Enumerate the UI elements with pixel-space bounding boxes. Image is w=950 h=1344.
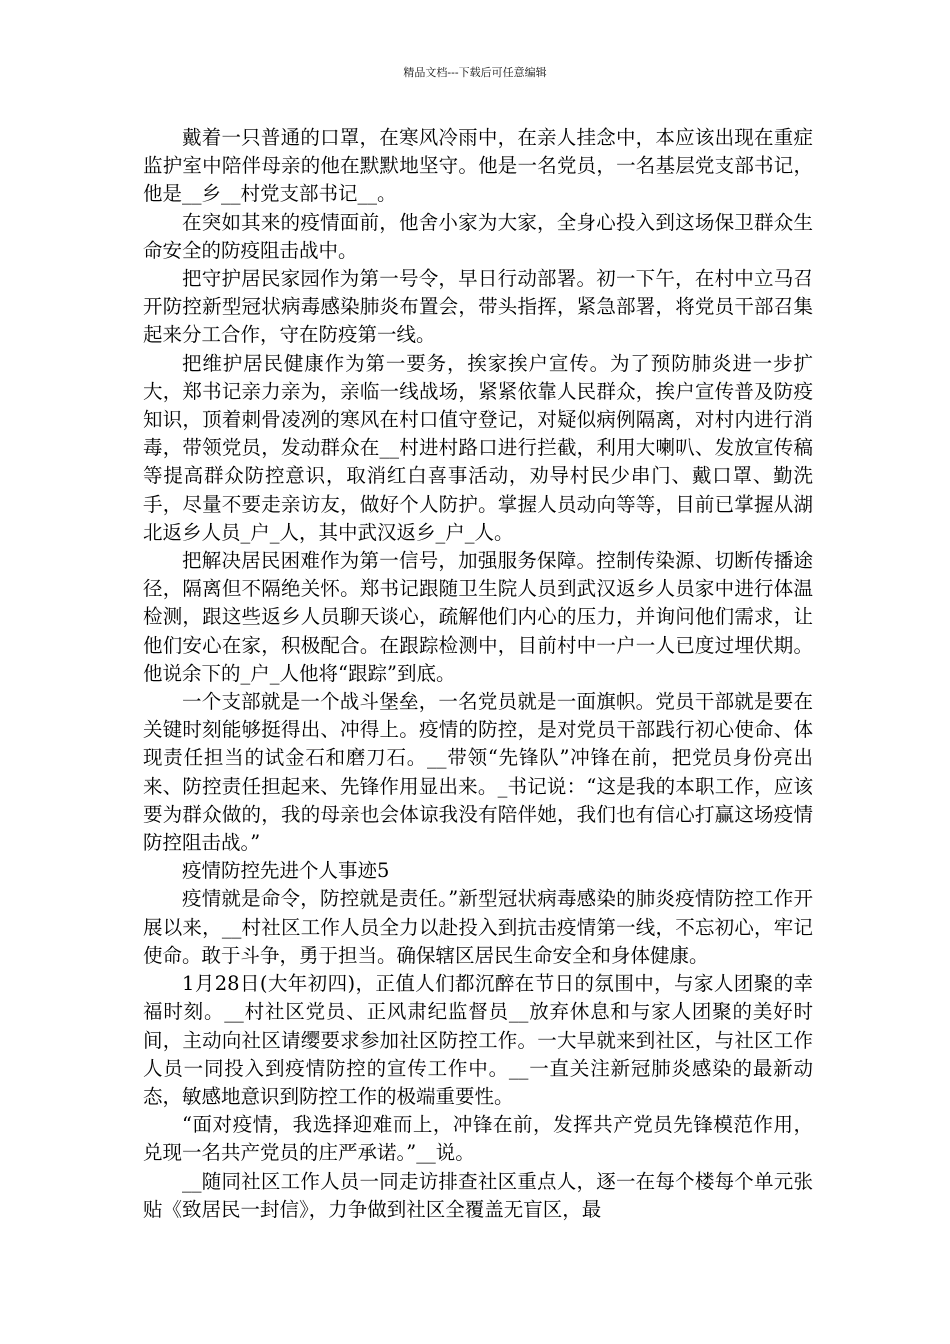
paragraph: 戴着一只普通的口罩，在寒风冷雨中，在亲人挂念中，本应该出现在重症监护室中陪伴母亲的他在默默地坚守。他是一名党员，一名基层党支部书记，他是__乡__村党支部书记__。 xyxy=(143,126,813,206)
paragraph: 把守护居民家园作为第一号令，早日行动部署。初一下午，在村中立马召开防控新型冠状病毒感染肺炎布置会，带头指挥，紧急部署，将党员干部召集起来分工合作，守在防疫第一线。 xyxy=(143,267,813,347)
paragraph: 把维护居民健康作为第一要务，挨家挨户宣传。为了预防肺炎进一步扩大，郑书记亲力亲为，亲临一线战场，紧紧依靠人民群众，挨户宣传普及防疫知识，顶着刺骨凌冽的寒风在村口值守登记，对疑似病例隔离，对村内进行消毒，带领党员，发动群众在__村进村路口进行拦截，利用大喇叭、发放宣传稿等提高群众防控意识，取消红白喜事活动，劝导村民少串门、戴口罩、勤洗手，尽量不要走亲访友，做好个人防护。掌握人员动向等等，目前已掌握从湖北返乡人员_户_人，其中武汉返乡_户_人。 xyxy=(143,351,813,544)
paragraph: 把解决居民困难作为第一信号，加强服务保障。控制传染源、切断传播途径，隔离但不隔绝关怀。郑书记跟随卫生院人员到武汉返乡人员家中进行体温检测，跟这些返乡人员聊天谈心，疏解他们内心的压力，并询问他们需求，让他们安心在家，积极配合。在跟踪检测中，目前村中一户一人已度过埋伏期。他说余下的_户_人他将“跟踪”到底。 xyxy=(143,549,813,685)
section-heading: 疫情防控先进个人事迹5 xyxy=(182,859,390,883)
document-body xyxy=(143,124,813,1224)
paragraph: __随同社区工作人员一同走访排查社区重点人，逐一在每个楼每个单元张贴《致居民一封信》，力争做到社区全覆盖无盲区，最 xyxy=(143,1169,813,1221)
paragraph: 在突如其来的疫情面前，他舍小家为大家，全身心投入到这场保卫群众生命安全的防疫阻击战中。 xyxy=(143,210,813,262)
paragraph: 疫情就是命令，防控就是责任。”新型冠状病毒感染的肺炎疫情防控工作开展以来，__村社区工作人员全力以赴投入到抗击疫情第一线，不忘初心，牢记使命。敢于斗争，勇于担当。确保辖区居民生命安全和身体健康。 xyxy=(143,887,813,967)
page-header: 精品文档---下载后可任意编辑 xyxy=(403,66,547,79)
paragraph: 1月28日(大年初四)，正值人们都沉醉在节日的氛围中，与家人团聚的幸福时刻。__村社区党员、正风肃纪监督员__放弃休息和与家人团聚的美好时间，主动向社区请缨要求参加社区防控工作。一大早就来到社区，与社区工作人员一同投入到疫情防控的宣传工作中。__一直关注新冠肺炎感染的最新动态，敏感地意识到防控工作的极端重要性。 xyxy=(143,972,813,1108)
paragraph: 一个支部就是一个战斗堡垒，一名党员就是一面旗帜。党员干部就是要在关键时刻能够挺得出、冲得上。疫情的防控，是对党员干部践行初心使命、体现责任担当的试金石和磨刀石。__带领“先锋队”冲锋在前，把党员身份亮出来、防控责任担起来、先锋作用显出来。_书记说：“这是我的本职工作，应该要为群众做的，我的母亲也会体谅我没有陪伴她，我们也有信心打赢这场疫情防控阻击战。” xyxy=(143,690,813,855)
paragraph: “面对疫情，我选择迎难而上，冲锋在前，发挥共产党员先锋模范作用，兑现一名共产党员的庄严承诺。”__说。 xyxy=(143,1113,813,1165)
